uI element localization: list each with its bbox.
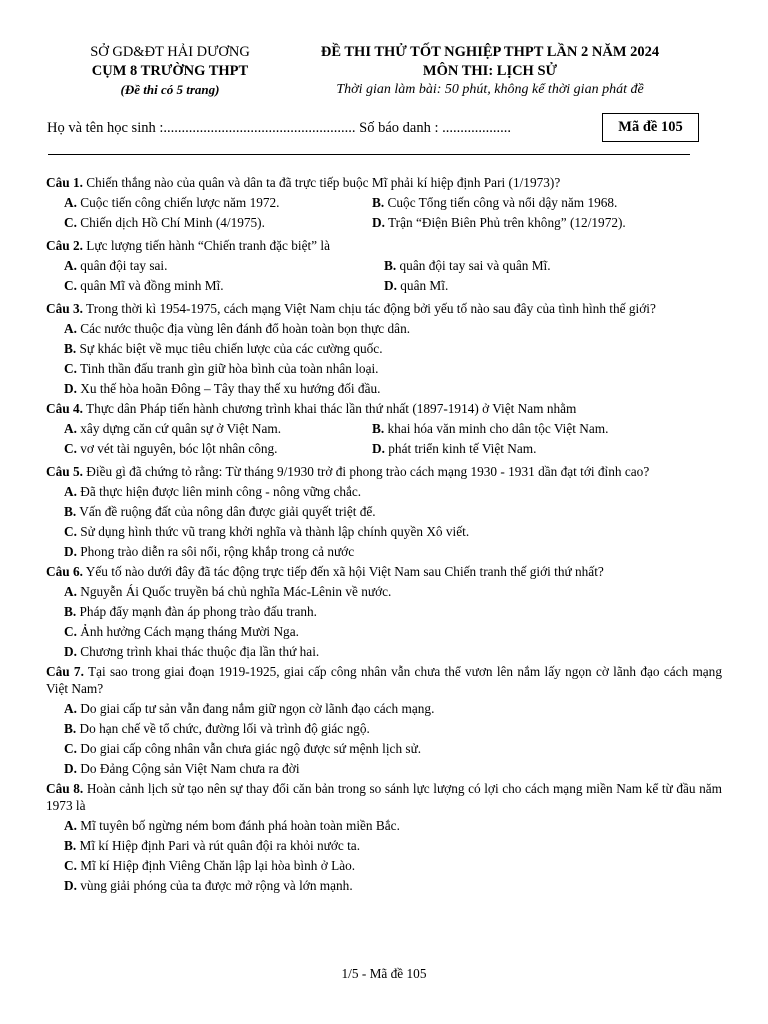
- question-8: [46, 780, 722, 814]
- time-note: Thời gian làm bài: 50 phút, không kể thời gian phát đề: [336, 82, 644, 97]
- department-name: SỞ GD&ĐT HẢI DƯƠNG: [90, 44, 250, 60]
- option-letter: C.: [64, 858, 77, 873]
- page-footer: 1/5 - Mã đề 105: [341, 966, 427, 981]
- option-letter: D.: [384, 278, 397, 293]
- option-text: Nguyễn Ái Quốc truyền bá chủ nghĩa Mác-Lênin về nước.: [80, 584, 392, 599]
- option-text: Chiến dịch Hồ Chí Minh (4/1975).: [80, 215, 265, 230]
- option-text: Phong trào diễn ra sôi nổi, rộng khắp trong cả nước: [80, 544, 355, 559]
- option-letter: A.: [64, 484, 77, 499]
- option-letter: B.: [64, 504, 77, 519]
- question-text: Tại sao trong giai đoạn 1919-1925, giai cấp công nhân vẫn chưa thể vươn lên nắm lấy ngọn cờ lãnh đạo cách mạng Việt Nam?: [46, 664, 722, 696]
- option-text: Các nước thuộc địa vùng lên đánh đổ hoàn toàn bọn thực dân.: [80, 321, 411, 336]
- option-letter: D.: [64, 381, 77, 396]
- option-text: Cuộc Tổng tiến công và nổi dậy năm 1968.: [387, 195, 618, 210]
- option-c: [64, 277, 384, 294]
- option-letter: C.: [64, 441, 77, 456]
- option-d: [384, 277, 704, 294]
- option-text: Mĩ tuyên bố ngừng ném bom đánh phá hoàn toàn miền Bắc.: [80, 818, 400, 833]
- option-letter: B.: [64, 721, 77, 736]
- option-b: [64, 837, 722, 854]
- option-letter: C.: [64, 278, 77, 293]
- option-letter: D.: [64, 644, 77, 659]
- option-c: [64, 440, 372, 457]
- option-d: [64, 877, 722, 894]
- question-text: Trong thời kì 1954-1975, cách mạng Việt Nam chịu tác động bởi yếu tố nào sau đây của tình hình thế giới?: [86, 301, 656, 316]
- student-id-field: Số báo danh : ...................: [359, 120, 511, 136]
- question-number: Câu 8.: [46, 781, 84, 796]
- option-c: [64, 740, 722, 757]
- option-letter: B.: [372, 421, 385, 436]
- option-letter: C.: [64, 524, 77, 539]
- option-d: [64, 380, 722, 397]
- option-d: [64, 643, 722, 660]
- question-text: Điều gì đã chứng tỏ rằng: Từ tháng 9/1930 trở đi phong trào cách mạng 1930 - 1931 dần đạt tới đỉnh cao?: [86, 464, 650, 479]
- question-text: Yếu tố nào dưới đây đã tác động trực tiếp đến xã hội Việt Nam sau Chiến tranh thế giới thứ nhất?: [85, 564, 604, 579]
- question-text: Thực dân Pháp tiến hành chương trình khai thác lần thứ nhất (1897-1914) ở Việt Nam nhằm: [86, 401, 577, 416]
- question-list: [46, 174, 722, 897]
- option-text: Trận “Điện Biên Phủ trên không” (12/1972).: [388, 215, 626, 230]
- option-text: Mĩ kí Hiệp định Viêng Chăn lập lại hòa bình ở Lào.: [80, 858, 356, 873]
- option-letter: C.: [64, 215, 77, 230]
- exam-header: [0, 44, 768, 100]
- option-a: [64, 320, 722, 337]
- student-info-row: [47, 120, 607, 137]
- subject-title: MÔN THI: LỊCH SỬ: [422, 63, 558, 79]
- option-text: Mĩ kí Hiệp định Pari và rút quân đội ra khỏi nước ta.: [79, 838, 361, 853]
- question-number: Câu 2.: [46, 238, 83, 253]
- option-letter: D.: [372, 215, 385, 230]
- options-7: [64, 700, 722, 777]
- options-1: [64, 194, 722, 234]
- option-text: Tinh thần đấu tranh gìn giữ hòa bình của toàn nhân loại.: [80, 361, 379, 376]
- option-text: quân Mĩ.: [400, 278, 449, 293]
- option-d: [64, 760, 722, 777]
- question-6: [46, 563, 722, 580]
- option-letter: C.: [64, 741, 77, 756]
- option-letter: A.: [64, 258, 77, 273]
- option-text: Do Đảng Cộng sản Việt Nam chưa ra đời: [80, 761, 300, 776]
- option-b: [64, 720, 722, 737]
- option-letter: D.: [64, 878, 77, 893]
- option-text: khai hóa văn minh cho dân tộc Việt Nam.: [387, 421, 609, 436]
- option-a: [64, 194, 372, 211]
- option-text: Do giai cấp công nhân vẫn chưa giác ngộ được sứ mệnh lịch sử.: [80, 741, 422, 756]
- question-number: Câu 3.: [46, 301, 83, 316]
- header-divider: [48, 154, 690, 155]
- option-text: Sự khác biệt về mục tiêu chiến lược của các cường quốc.: [79, 341, 383, 356]
- options-2: [64, 257, 722, 297]
- option-text: Do hạn chế về tổ chức, đường lối và trình độ giác ngộ.: [79, 721, 370, 736]
- options-6: [64, 583, 722, 660]
- option-letter: D.: [372, 441, 385, 456]
- options-8: [64, 817, 722, 894]
- question-number: Câu 1.: [46, 175, 83, 190]
- option-d: [372, 440, 680, 457]
- option-a: [64, 257, 384, 274]
- option-letter: A.: [64, 584, 77, 599]
- option-b: [64, 340, 722, 357]
- option-c: [64, 360, 722, 377]
- question-7: [46, 663, 722, 697]
- option-text: quân đội tay sai.: [80, 258, 168, 273]
- option-letter: B.: [64, 604, 77, 619]
- question-number: Câu 5.: [46, 464, 83, 479]
- question-text: Chiến thắng nào của quân và dân ta đã trực tiếp buộc Mĩ phải kí hiệp định Pari (1/1973)?: [86, 175, 561, 190]
- option-b: [372, 194, 680, 211]
- exam-code-box: Mã đề 105: [602, 113, 699, 142]
- question-number: Câu 7.: [46, 664, 84, 679]
- exam-title: ĐỀ THI THỬ TỐT NGHIỆP THPT LẦN 2 NĂM 2024: [320, 44, 660, 60]
- question-5: [46, 463, 722, 480]
- option-letter: A.: [64, 701, 77, 716]
- option-letter: B.: [372, 195, 385, 210]
- options-3: [64, 320, 722, 397]
- option-text: Ảnh hưởng Cách mạng tháng Mười Nga.: [80, 624, 299, 639]
- page-count-note: (Đề thi có 5 trang): [120, 82, 220, 97]
- options-5: [64, 483, 722, 560]
- question-text: Lực lượng tiến hành “Chiến tranh đặc biệt” là: [86, 238, 330, 253]
- option-letter: D.: [64, 761, 77, 776]
- option-letter: C.: [64, 624, 77, 639]
- option-text: Đã thực hiện được liên minh công - nông vững chắc.: [80, 484, 362, 499]
- option-letter: A.: [64, 818, 77, 833]
- option-c: [64, 214, 372, 231]
- option-text: quân đội tay sai và quân Mĩ.: [399, 258, 551, 273]
- option-a: [64, 817, 722, 834]
- option-b: [64, 603, 722, 620]
- option-text: Sử dụng hình thức vũ trang khởi nghĩa và thành lập chính quyền Xô viết.: [80, 524, 470, 539]
- option-letter: D.: [64, 544, 77, 559]
- option-text: Vấn đề ruộng đất của nông dân được giải quyết triệt để.: [79, 504, 376, 519]
- option-text: phát triển kinh tế Việt Nam.: [388, 441, 537, 456]
- option-text: quân Mĩ và đồng minh Mĩ.: [80, 278, 224, 293]
- question-2: [46, 237, 722, 254]
- question-3: [46, 300, 722, 317]
- option-d: [64, 543, 722, 560]
- option-text: Do giai cấp tư sản vẫn đang nắm giữ ngọn cờ lãnh đạo cách mạng.: [80, 701, 435, 716]
- question-number: Câu 6.: [46, 564, 83, 579]
- option-c: [64, 623, 722, 640]
- option-text: vơ vét tài nguyên, bóc lột nhân công.: [80, 441, 278, 456]
- question-1: [46, 174, 722, 191]
- option-text: xây dựng căn cứ quân sự ở Việt Nam.: [80, 421, 282, 436]
- option-c: [64, 523, 722, 540]
- option-letter: B.: [64, 838, 77, 853]
- option-text: vùng giải phóng của ta được mở rộng và lớn mạnh.: [80, 878, 353, 893]
- option-a: [64, 483, 722, 500]
- option-letter: A.: [64, 195, 77, 210]
- option-b: [384, 257, 704, 274]
- option-letter: C.: [64, 361, 77, 376]
- option-letter: B.: [64, 341, 77, 356]
- question-number: Câu 4.: [46, 401, 83, 416]
- option-letter: A.: [64, 321, 77, 336]
- option-letter: B.: [384, 258, 397, 273]
- question-4: [46, 400, 722, 417]
- school-cluster-name: CỤM 8 TRƯỜNG THPT: [91, 63, 249, 79]
- option-text: Pháp đẩy mạnh đàn áp phong trào đấu tranh.: [79, 604, 317, 619]
- option-b: [64, 503, 722, 520]
- option-text: Cuộc tiến công chiến lược năm 1972.: [80, 195, 280, 210]
- option-text: Chương trình khai thác thuộc địa lần thứ hai.: [80, 644, 320, 659]
- option-a: [64, 420, 372, 437]
- option-letter: A.: [64, 421, 77, 436]
- option-b: [372, 420, 680, 437]
- option-c: [64, 857, 722, 874]
- option-text: Xu thế hòa hoãn Đông – Tây thay thế xu hướng đối đầu.: [80, 381, 381, 396]
- question-text: Hoàn cảnh lịch sử tạo nên sự thay đổi căn bản trong so sánh lực lượng có lợi cho cách mạng miền Nam kể từ đầu năm 1973 là: [46, 781, 722, 813]
- options-4: [64, 420, 722, 460]
- option-a: [64, 583, 722, 600]
- student-name-field: Họ và tên học sinh :.....................................................: [47, 120, 356, 136]
- option-a: [64, 700, 722, 717]
- option-d: [372, 214, 680, 231]
